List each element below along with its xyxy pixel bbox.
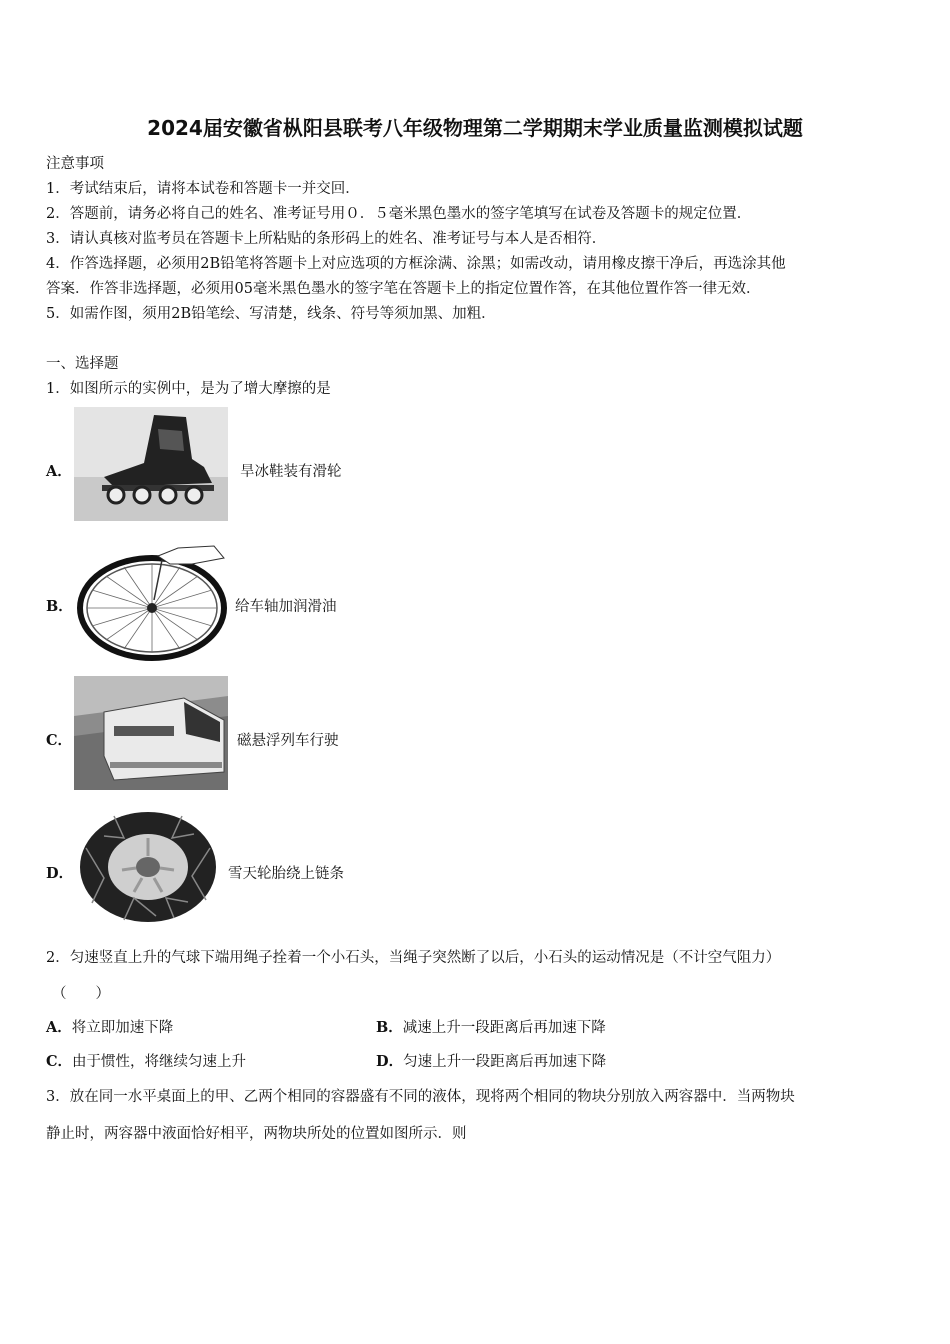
- option-d-label: D．: [46, 865, 74, 882]
- page-title: 2024届安徽省枞阳县联考八年级物理第二学期期末学业质量监测模拟试题: [147, 116, 803, 140]
- notice-item: 1．考试结束后，请将本试卷和答题卡一并交回．: [46, 181, 360, 197]
- q2-option-c: [46, 1050, 246, 1071]
- notice-item: 3．请认真核对监考员在答题卡上所粘贴的条形码上的姓名、准考证号与本人是否相符．: [46, 231, 607, 247]
- q2-option-d: [376, 1050, 606, 1071]
- roller-skate-image: [74, 407, 228, 521]
- option-c-label: C．: [46, 732, 73, 749]
- notice-item: 4．作答选择题，必须用2B铅笔将答题卡上对应选项的方框涂满、涂黑；如需改动，请用橡皮擦干净后，再选涂其他: [46, 256, 786, 272]
- section-heading: 一、选择题: [46, 356, 119, 372]
- option-a-label: A．: [46, 463, 72, 480]
- notice-item: 2．答题前，请务必将自己的姓名、准考证号用０．５毫米黑色墨水的签字笔填写在试卷及答题卡的规定位置．: [46, 206, 752, 222]
- notice-item: 答案．作答非选择题，必须用05毫米黑色墨水的签字笔在答题卡上的指定位置作答，在其他位置作答一律无效．: [46, 281, 761, 297]
- bicycle-wheel-image: [74, 542, 228, 662]
- question-3-stem-line1: 3．放在同一水平桌面上的甲、乙两个相同的容器盛有不同的液体，现将两个相同的物块分别放入两容器中．当两物块: [46, 1089, 795, 1105]
- option-b-label: B．: [46, 598, 73, 615]
- notice-item: 5．如需作图，须用2B铅笔绘、写清楚，线条、符号等须加黑、加粗．: [46, 306, 496, 322]
- q2-option-c-label: C．: [46, 1053, 73, 1070]
- tire-with-chains-image: [74, 808, 222, 926]
- notice-heading: 注意事项: [46, 156, 104, 172]
- option-c-text: 磁悬浮列车行驶: [237, 733, 339, 749]
- q2-option-b-text: 减速上升一段距离后再加速下降: [402, 1020, 606, 1036]
- option-d-text: 雪天轮胎绕上链条: [228, 866, 344, 882]
- q2-option-b: [376, 1016, 606, 1037]
- q2-option-d-label: D．: [376, 1053, 404, 1070]
- option-a-text: 旱冰鞋装有滑轮: [240, 464, 342, 480]
- q2-option-a-text: 将立即加速下降: [71, 1020, 174, 1036]
- q2-option-a: [46, 1016, 173, 1037]
- question-2-blank: （ ）: [52, 986, 110, 1002]
- q2-option-d-text: 匀速上升一段距离后再加速下降: [403, 1054, 607, 1070]
- question-1-stem: 1．如图所示的实例中，是为了增大摩擦的是: [46, 381, 331, 397]
- q2-option-c-text: 由于惯性，将继续匀速上升: [72, 1054, 247, 1070]
- q2-option-b-label: B．: [376, 1019, 403, 1036]
- question-2-stem: 2．匀速竖直上升的气球下端用绳子拴着一个小石头，当绳子突然断了以后，小石头的运动情况是（不计空气阻力）: [46, 950, 781, 966]
- option-b-text: 给车轴加润滑油: [235, 599, 337, 615]
- maglev-train-image: [74, 676, 228, 790]
- q2-option-a-label: A．: [46, 1019, 72, 1036]
- question-3-stem-line2: 静止时，两容器中液面恰好相平，两物块所处的位置如图所示．则: [46, 1126, 467, 1142]
